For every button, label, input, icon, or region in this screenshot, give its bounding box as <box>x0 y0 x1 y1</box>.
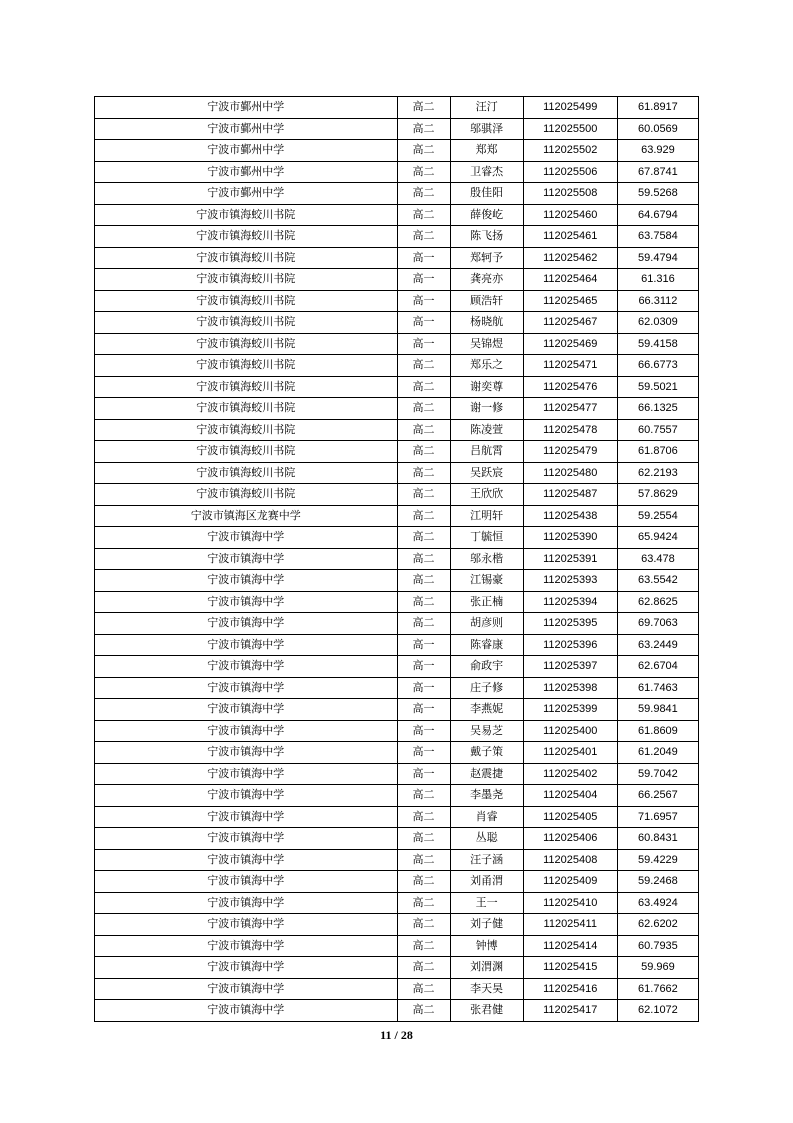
id-cell: 112025398 <box>523 677 617 699</box>
table-row <box>95 1000 699 1022</box>
name-cell: 江锡豪 <box>450 570 523 592</box>
score-cell: 66.1325 <box>617 398 698 420</box>
id-cell: 112025406 <box>523 828 617 850</box>
table-row <box>95 140 699 162</box>
id-cell: 112025487 <box>523 484 617 506</box>
id-cell: 112025400 <box>523 720 617 742</box>
name-cell: 郑乐之 <box>450 355 523 377</box>
school-cell: 宁波市镇海蛟川书院 <box>95 376 398 398</box>
name-cell: 郑轲予 <box>450 247 523 269</box>
school-cell: 宁波市鄞州中学 <box>95 140 398 162</box>
score-cell: 66.2567 <box>617 785 698 807</box>
id-cell: 112025461 <box>523 226 617 248</box>
grade-cell: 高一 <box>397 763 450 785</box>
grade-cell: 高二 <box>397 183 450 205</box>
id-cell: 112025399 <box>523 699 617 721</box>
name-cell: 陈睿康 <box>450 634 523 656</box>
table-row <box>95 785 699 807</box>
score-cell: 57.8629 <box>617 484 698 506</box>
grade-cell: 高一 <box>397 677 450 699</box>
id-cell: 112025410 <box>523 892 617 914</box>
table-row <box>95 333 699 355</box>
score-cell: 65.9424 <box>617 527 698 549</box>
school-cell: 宁波市鄞州中学 <box>95 183 398 205</box>
school-cell: 宁波市镇海蛟川书院 <box>95 441 398 463</box>
school-cell: 宁波市镇海中学 <box>95 806 398 828</box>
table-row <box>95 656 699 678</box>
name-cell: 钟博 <box>450 935 523 957</box>
school-cell: 宁波市镇海中学 <box>95 849 398 871</box>
name-cell: 郑郑 <box>450 140 523 162</box>
table-row <box>95 226 699 248</box>
table-row <box>95 720 699 742</box>
table-row <box>95 935 699 957</box>
school-cell: 宁波市镇海中学 <box>95 914 398 936</box>
name-cell: 俞政宇 <box>450 656 523 678</box>
grade-cell: 高二 <box>397 505 450 527</box>
school-cell: 宁波市镇海蛟川书院 <box>95 398 398 420</box>
grade-cell: 高一 <box>397 656 450 678</box>
id-cell: 112025391 <box>523 548 617 570</box>
id-cell: 112025467 <box>523 312 617 334</box>
school-cell: 宁波市镇海蛟川书院 <box>95 419 398 441</box>
grade-cell: 高二 <box>397 849 450 871</box>
table-row <box>95 570 699 592</box>
grade-cell: 高一 <box>397 290 450 312</box>
score-cell: 61.8706 <box>617 441 698 463</box>
table-row <box>95 527 699 549</box>
name-cell: 谢奕尊 <box>450 376 523 398</box>
grade-cell: 高一 <box>397 742 450 764</box>
table-row <box>95 355 699 377</box>
table-row <box>95 118 699 140</box>
name-cell: 卫睿杰 <box>450 161 523 183</box>
grade-cell: 高二 <box>397 828 450 850</box>
name-cell: 邬骐泽 <box>450 118 523 140</box>
school-cell: 宁波市镇海中学 <box>95 570 398 592</box>
score-cell: 64.6794 <box>617 204 698 226</box>
school-cell: 宁波市鄞州中学 <box>95 97 398 119</box>
grade-cell: 高二 <box>397 398 450 420</box>
score-cell: 59.9841 <box>617 699 698 721</box>
name-cell: 顾浩轩 <box>450 290 523 312</box>
id-cell: 112025405 <box>523 806 617 828</box>
id-cell: 112025415 <box>523 957 617 979</box>
table-row <box>95 742 699 764</box>
grade-cell: 高一 <box>397 312 450 334</box>
grade-cell: 高二 <box>397 806 450 828</box>
results-table-body <box>95 97 699 1022</box>
school-cell: 宁波市镇海中学 <box>95 978 398 1000</box>
school-cell: 宁波市镇海蛟川书院 <box>95 484 398 506</box>
grade-cell: 高二 <box>397 785 450 807</box>
school-cell: 宁波市镇海中学 <box>95 892 398 914</box>
school-cell: 宁波市镇海中学 <box>95 935 398 957</box>
school-cell: 宁波市镇海中学 <box>95 720 398 742</box>
id-cell: 112025411 <box>523 914 617 936</box>
grade-cell: 高二 <box>397 613 450 635</box>
table-row <box>95 871 699 893</box>
school-cell: 宁波市镇海中学 <box>95 591 398 613</box>
grade-cell: 高二 <box>397 204 450 226</box>
grade-cell: 高二 <box>397 355 450 377</box>
grade-cell: 高一 <box>397 247 450 269</box>
table-row <box>95 97 699 119</box>
id-cell: 112025479 <box>523 441 617 463</box>
table-row <box>95 312 699 334</box>
name-cell: 陈凌萱 <box>450 419 523 441</box>
score-cell: 63.5542 <box>617 570 698 592</box>
grade-cell: 高二 <box>397 871 450 893</box>
id-cell: 112025438 <box>523 505 617 527</box>
score-cell: 66.3112 <box>617 290 698 312</box>
school-cell: 宁波市镇海中学 <box>95 785 398 807</box>
table-row <box>95 505 699 527</box>
score-cell: 61.316 <box>617 269 698 291</box>
id-cell: 112025390 <box>523 527 617 549</box>
score-cell: 63.4924 <box>617 892 698 914</box>
name-cell: 汪子涵 <box>450 849 523 871</box>
name-cell: 殷佳阳 <box>450 183 523 205</box>
score-cell: 59.4794 <box>617 247 698 269</box>
table-row <box>95 892 699 914</box>
name-cell: 丁毓恒 <box>450 527 523 549</box>
name-cell: 王一 <box>450 892 523 914</box>
grade-cell: 高二 <box>397 548 450 570</box>
score-cell: 63.478 <box>617 548 698 570</box>
score-cell: 62.2193 <box>617 462 698 484</box>
table-row <box>95 828 699 850</box>
name-cell: 李燕妮 <box>450 699 523 721</box>
table-row <box>95 269 699 291</box>
table-row <box>95 161 699 183</box>
grade-cell: 高二 <box>397 978 450 1000</box>
score-cell: 62.6704 <box>617 656 698 678</box>
grade-cell: 高二 <box>397 570 450 592</box>
grade-cell: 高二 <box>397 161 450 183</box>
score-cell: 62.0309 <box>617 312 698 334</box>
school-cell: 宁波市镇海蛟川书院 <box>95 355 398 377</box>
school-cell: 宁波市镇海中学 <box>95 871 398 893</box>
name-cell: 胡彦则 <box>450 613 523 635</box>
score-cell: 67.8741 <box>617 161 698 183</box>
table-row <box>95 957 699 979</box>
name-cell: 吴跃宸 <box>450 462 523 484</box>
id-cell: 112025417 <box>523 1000 617 1022</box>
school-cell: 宁波市镇海中学 <box>95 656 398 678</box>
score-cell: 62.1072 <box>617 1000 698 1022</box>
table-row <box>95 763 699 785</box>
id-cell: 112025397 <box>523 656 617 678</box>
grade-cell: 高二 <box>397 935 450 957</box>
name-cell: 肖睿 <box>450 806 523 828</box>
name-cell: 薛俊屹 <box>450 204 523 226</box>
grade-cell: 高二 <box>397 957 450 979</box>
id-cell: 112025508 <box>523 183 617 205</box>
id-cell: 112025499 <box>523 97 617 119</box>
score-cell: 61.7662 <box>617 978 698 1000</box>
score-cell: 61.7463 <box>617 677 698 699</box>
school-cell: 宁波市镇海中学 <box>95 828 398 850</box>
name-cell: 丛聪 <box>450 828 523 850</box>
table-row <box>95 677 699 699</box>
name-cell: 张正楠 <box>450 591 523 613</box>
score-cell: 59.4158 <box>617 333 698 355</box>
grade-cell: 高二 <box>397 441 450 463</box>
table-row <box>95 441 699 463</box>
id-cell: 112025393 <box>523 570 617 592</box>
name-cell: 戴子策 <box>450 742 523 764</box>
school-cell: 宁波市镇海中学 <box>95 634 398 656</box>
name-cell: 吕航霄 <box>450 441 523 463</box>
score-cell: 71.6957 <box>617 806 698 828</box>
grade-cell: 高二 <box>397 140 450 162</box>
score-cell: 59.5021 <box>617 376 698 398</box>
school-cell: 宁波市镇海中学 <box>95 957 398 979</box>
id-cell: 112025480 <box>523 462 617 484</box>
table-row <box>95 462 699 484</box>
score-cell: 59.969 <box>617 957 698 979</box>
id-cell: 112025394 <box>523 591 617 613</box>
name-cell: 刘甬渭 <box>450 871 523 893</box>
name-cell: 吴易芝 <box>450 720 523 742</box>
name-cell: 刘子健 <box>450 914 523 936</box>
name-cell: 龚亮亦 <box>450 269 523 291</box>
id-cell: 112025469 <box>523 333 617 355</box>
school-cell: 宁波市鄞州中学 <box>95 161 398 183</box>
school-cell: 宁波市镇海蛟川书院 <box>95 333 398 355</box>
grade-cell: 高二 <box>397 591 450 613</box>
grade-cell: 高二 <box>397 462 450 484</box>
name-cell: 谢一修 <box>450 398 523 420</box>
table-row <box>95 914 699 936</box>
id-cell: 112025395 <box>523 613 617 635</box>
grade-cell: 高二 <box>397 914 450 936</box>
id-cell: 112025416 <box>523 978 617 1000</box>
grade-cell: 高二 <box>397 1000 450 1022</box>
grade-cell: 高一 <box>397 720 450 742</box>
id-cell: 112025396 <box>523 634 617 656</box>
name-cell: 江明轩 <box>450 505 523 527</box>
id-cell: 112025471 <box>523 355 617 377</box>
school-cell: 宁波市鄞州中学 <box>95 118 398 140</box>
score-cell: 60.7935 <box>617 935 698 957</box>
score-cell: 61.8917 <box>617 97 698 119</box>
score-cell: 59.5268 <box>617 183 698 205</box>
table-row <box>95 419 699 441</box>
score-cell: 63.2449 <box>617 634 698 656</box>
name-cell: 李天昊 <box>450 978 523 1000</box>
table-row <box>95 978 699 1000</box>
name-cell: 邬永楷 <box>450 548 523 570</box>
id-cell: 112025462 <box>523 247 617 269</box>
id-cell: 112025414 <box>523 935 617 957</box>
name-cell: 陈飞扬 <box>450 226 523 248</box>
id-cell: 112025464 <box>523 269 617 291</box>
grade-cell: 高一 <box>397 634 450 656</box>
id-cell: 112025465 <box>523 290 617 312</box>
score-cell: 63.929 <box>617 140 698 162</box>
results-table <box>94 96 699 1022</box>
score-cell: 60.8431 <box>617 828 698 850</box>
name-cell: 张君健 <box>450 1000 523 1022</box>
table-row <box>95 548 699 570</box>
name-cell: 赵震捷 <box>450 763 523 785</box>
score-cell: 62.8625 <box>617 591 698 613</box>
table-row <box>95 376 699 398</box>
school-cell: 宁波市镇海中学 <box>95 613 398 635</box>
school-cell: 宁波市镇海中学 <box>95 699 398 721</box>
name-cell: 杨晓航 <box>450 312 523 334</box>
school-cell: 宁波市镇海中学 <box>95 527 398 549</box>
table-row <box>95 591 699 613</box>
school-cell: 宁波市镇海中学 <box>95 763 398 785</box>
grade-cell: 高二 <box>397 892 450 914</box>
id-cell: 112025476 <box>523 376 617 398</box>
id-cell: 112025409 <box>523 871 617 893</box>
name-cell: 李墨尧 <box>450 785 523 807</box>
grade-cell: 高二 <box>397 118 450 140</box>
table-row <box>95 204 699 226</box>
score-cell: 62.6202 <box>617 914 698 936</box>
school-cell: 宁波市镇海蛟川书院 <box>95 247 398 269</box>
id-cell: 112025408 <box>523 849 617 871</box>
id-cell: 112025506 <box>523 161 617 183</box>
school-cell: 宁波市镇海蛟川书院 <box>95 312 398 334</box>
score-cell: 59.7042 <box>617 763 698 785</box>
score-cell: 60.7557 <box>617 419 698 441</box>
table-row <box>95 183 699 205</box>
school-cell: 宁波市镇海中学 <box>95 742 398 764</box>
grade-cell: 高二 <box>397 97 450 119</box>
score-cell: 59.2554 <box>617 505 698 527</box>
table-row <box>95 849 699 871</box>
id-cell: 112025477 <box>523 398 617 420</box>
score-cell: 69.7063 <box>617 613 698 635</box>
score-cell: 59.2468 <box>617 871 698 893</box>
score-cell: 61.8609 <box>617 720 698 742</box>
grade-cell: 高一 <box>397 699 450 721</box>
school-cell: 宁波市镇海中学 <box>95 1000 398 1022</box>
score-cell: 59.4229 <box>617 849 698 871</box>
grade-cell: 高二 <box>397 226 450 248</box>
grade-cell: 高二 <box>397 419 450 441</box>
school-cell: 宁波市镇海中学 <box>95 548 398 570</box>
id-cell: 112025404 <box>523 785 617 807</box>
name-cell: 庄子修 <box>450 677 523 699</box>
school-cell: 宁波市镇海蛟川书院 <box>95 204 398 226</box>
id-cell: 112025478 <box>523 419 617 441</box>
grade-cell: 高二 <box>397 376 450 398</box>
school-cell: 宁波市镇海区龙赛中学 <box>95 505 398 527</box>
school-cell: 宁波市镇海蛟川书院 <box>95 269 398 291</box>
school-cell: 宁波市镇海蛟川书院 <box>95 462 398 484</box>
grade-cell: 高一 <box>397 333 450 355</box>
id-cell: 112025502 <box>523 140 617 162</box>
id-cell: 112025460 <box>523 204 617 226</box>
table-row <box>95 247 699 269</box>
grade-cell: 高二 <box>397 484 450 506</box>
table-row <box>95 806 699 828</box>
table-row <box>95 634 699 656</box>
score-cell: 66.6773 <box>617 355 698 377</box>
id-cell: 112025402 <box>523 763 617 785</box>
score-cell: 61.2049 <box>617 742 698 764</box>
grade-cell: 高一 <box>397 269 450 291</box>
name-cell: 刘渭渊 <box>450 957 523 979</box>
score-cell: 63.7584 <box>617 226 698 248</box>
table-row <box>95 699 699 721</box>
table-row <box>95 398 699 420</box>
name-cell: 汪汀 <box>450 97 523 119</box>
school-cell: 宁波市镇海中学 <box>95 677 398 699</box>
page-number: 11 / 28 <box>380 1028 413 1042</box>
score-cell: 60.0569 <box>617 118 698 140</box>
name-cell: 王欣欣 <box>450 484 523 506</box>
id-cell: 112025401 <box>523 742 617 764</box>
school-cell: 宁波市镇海蛟川书院 <box>95 226 398 248</box>
table-row <box>95 484 699 506</box>
table-row <box>95 290 699 312</box>
grade-cell: 高二 <box>397 527 450 549</box>
school-cell: 宁波市镇海蛟川书院 <box>95 290 398 312</box>
id-cell: 112025500 <box>523 118 617 140</box>
table-row <box>95 613 699 635</box>
name-cell: 吴锦煜 <box>450 333 523 355</box>
